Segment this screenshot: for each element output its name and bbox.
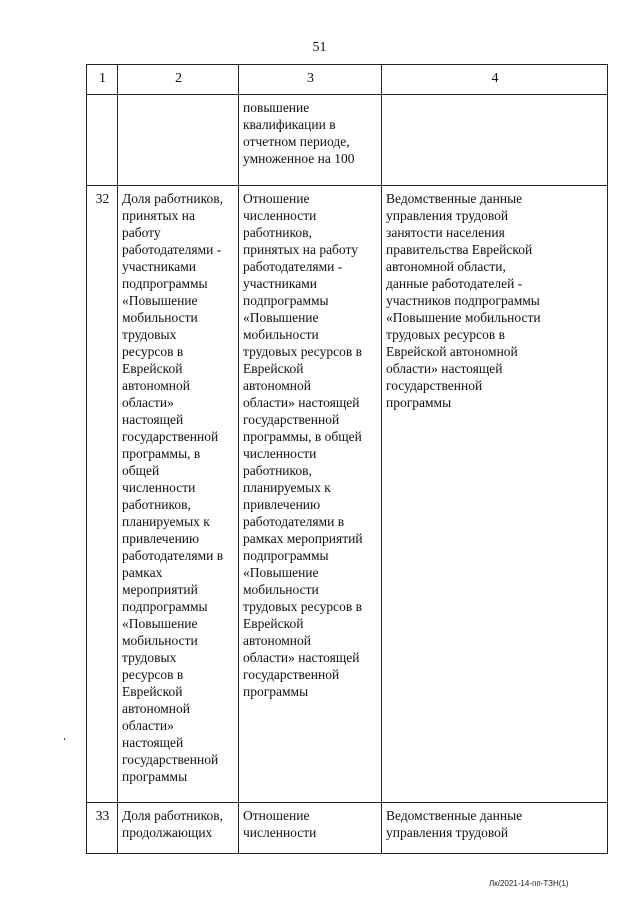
source-cell [382, 95, 608, 186]
source-cell: Ведомственные данные управления трудовой [382, 803, 608, 854]
method-cell: Отношение численности работников, принятых на работу работодателями - участниками подпрограммы «Повышение мобильности трудовых ресурсов в Еврейской автономной области» настоящей государственной программы, в общей численности работников, планируемых к привлечению работодателями в рамках мероприятий подпрограммы «Повышение мобильности трудовых ресурсов в Еврейской автономной области» настоящей государственной программы [239, 186, 382, 803]
column-header-2: 2 [118, 65, 239, 95]
indicator-cell [118, 95, 239, 186]
table-row-continuation [87, 95, 608, 186]
column-header-1: 1 [87, 65, 118, 95]
source-cell: Ведомственные данные управления трудовой занятости населения правительства Еврейской автономной области, данные работодателей - участников подпрограммы «Повышение мобильности трудовых ресурсов в Еврейской автономной области» настоящей государственной программы [382, 186, 608, 803]
table-row-33 [87, 803, 608, 854]
indicator-cell: Доля работников, продолжающих [118, 803, 239, 854]
method-cell: Отношение численности [239, 803, 382, 854]
row-number-cell: 33 [87, 803, 118, 854]
column-header-3: 3 [239, 65, 382, 95]
table-header-row [87, 65, 608, 95]
row-number-cell [87, 95, 118, 186]
column-header-4: 4 [382, 65, 608, 95]
method-cell: повышение квалификации в отчетном периоде, умноженное на 100 [239, 95, 382, 186]
scan-speck [64, 738, 65, 740]
indicators-table [86, 64, 608, 854]
row-number-cell: 32 [87, 186, 118, 803]
table-row-32 [87, 186, 608, 803]
indicator-cell: Доля работников, принятых на работу работодателями - участниками подпрограммы «Повышение мобильности трудовых ресурсов в Еврейской автономной области» настоящей государственной программы, в общей численности работников, планируемых к привлечению работодателями в рамках мероприятий подпрограммы «Повышение мобильности трудовых ресурсов в Еврейской автономной области» настоящей государственной программы [118, 186, 239, 803]
page-number: 51 [312, 40, 327, 55]
document-code: Лк/2021-14-пп-ТЗН(1) [489, 879, 569, 888]
